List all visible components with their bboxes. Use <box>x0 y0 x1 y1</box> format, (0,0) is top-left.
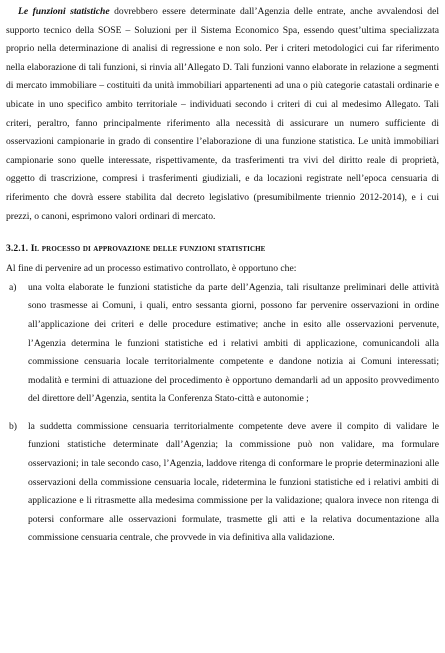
paragraph-lead-term: Le funzioni statistiche <box>18 6 110 17</box>
list-item-text: una volta elaborate le funzioni statistiche da parte dell’Agenzia, tali risultanze preliminari delle attività sono trasmesse ai Comuni, i quali, entro sessanta giorni, possono far pervenire osservazioni in ordine all’applicazione dei criteri e delle procedure estimative; anche in esito alle osservazioni pervenute, l’Agenzia determina le funzioni statistiche ed i relativi ambiti di applicazione, comunicandoli alla commissione censuaria locale territorialmente competente e dandone notizia ai Comuni interessati; modalità e termini di attuazione del procedimento è opportuno demandarli ad un apposito provvedimento del direttore dell’Agenzia, sentita la Conferenza Stato-città e autonomie ; <box>28 281 439 405</box>
list-item <box>6 418 439 548</box>
section-heading <box>6 240 439 258</box>
section-heading-number: 3.2.1. <box>6 243 31 255</box>
list-item-text: la suddetta commissione censuaria territorialmente competente deve avere il compito di validare le funzioni statistiche determinate dall’Agenzia; la commissione può non validare, ma formulare osservazioni; in tale secondo caso, l’Agenzia, laddove ritenga di conformare le proprie determinazioni alle osservazioni della commissione censuaria locale, ridetermina le funzioni statistiche ed i relativi ambiti di applicazione e li ritrasmette alla medesima commissione per la validazione; qualora invece non ritenga di potersi conformare alle osservazioni formulate, trasmette gli atti e la relativa documentazione alla commissione censuaria centrale, che provvede in via definitiva alla validazione. <box>28 420 439 544</box>
item-list <box>6 279 439 548</box>
list-item-marker: b) <box>9 420 17 432</box>
section-heading-text: Il processo di approvazione delle funzioni statistiche <box>30 243 266 255</box>
paragraph-body: dovrebbero essere determinate dall’Agenzia delle entrate, anche avvalendosi del supporto tecnico della SOSE – Soluzioni per il Sistema Economico Spa, essendo quest’ultima specializzata proprio nella determinazione di analisi di regressione e non solo. Per i criteri metodologici cui far riferimento nella elaborazione di tali funzioni, si rinvia all’Allegato D. Tali funzioni vanno elaborate in relazione a segmenti di mercato immobiliare – costituiti da unità immobiliari appartenenti ad una o più categorie catastali ordinarie e ubicate in uno specifico ambito territoriale – individuati secondo i criteri di cui al medesimo Allegato. Tali criteri, peraltro, fanno principalmente riferimento alla necessità di assicurare un numero sufficiente di osservazioni campionarie in grado di consentire l’elaborazione di una funzione statistica. Le unità immobiliari campionarie sono quelle interessate, rispettivamente, da trasferimenti tra vivi del diritto reale di proprietà, oggetto di trascrizione, compresi i trasferimenti giudiziali, e da locazioni registrate nell’epoca censuaria di riferimento che dovrà essere stabilita dal decreto legislativo (presumibilmente triennio 2012-2014), e i cui prezzi, o canoni, esprimono valori ordinari di mercato. <box>6 6 439 222</box>
list-item-marker: a) <box>9 281 17 293</box>
list-item <box>6 279 439 409</box>
intro-paragraph <box>6 3 439 226</box>
section-intro: Al fine di pervenire ad un processo estimativo controllato, è opportuno che: <box>6 263 297 275</box>
